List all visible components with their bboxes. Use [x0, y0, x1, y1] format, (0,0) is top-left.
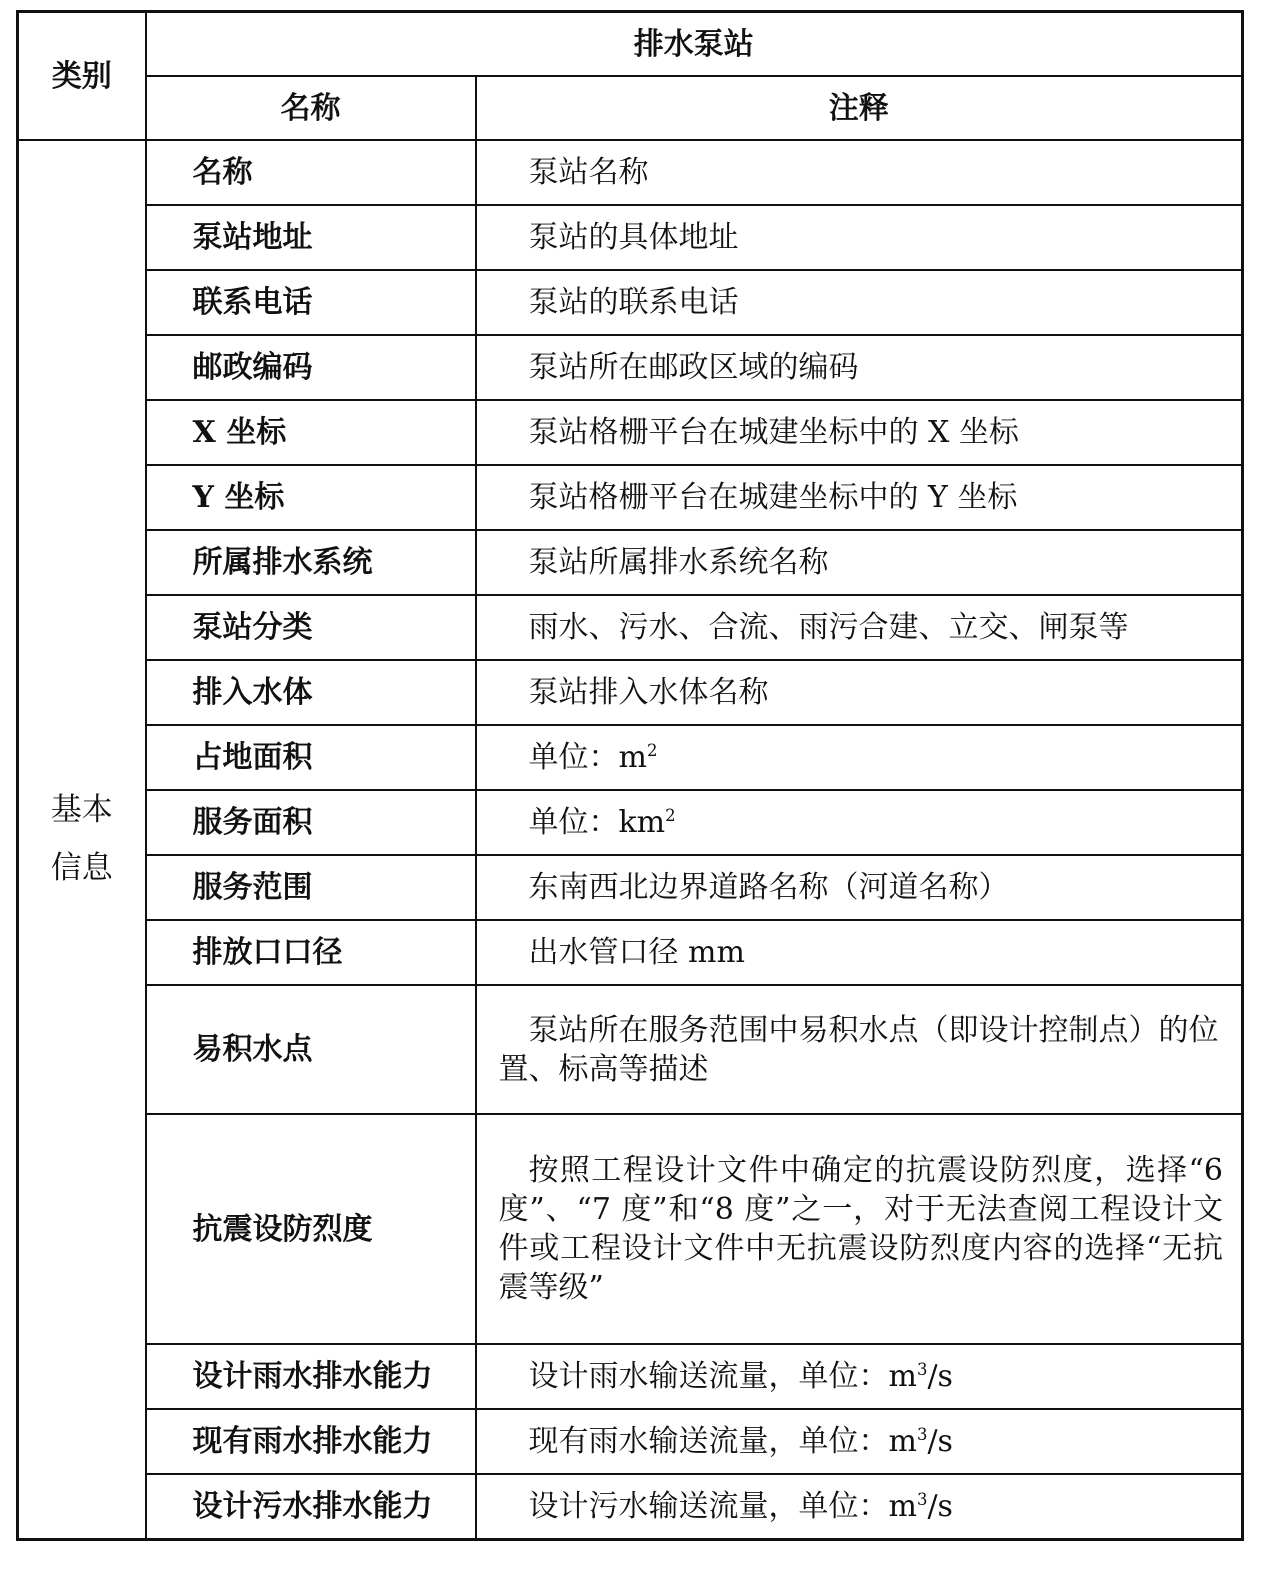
- table-row: [18, 1409, 1243, 1474]
- table-row: [18, 270, 1243, 335]
- row-note-text: 设计雨水输送流量，单位：m: [528, 1359, 917, 1394]
- row-note: 泵站的具体地址: [476, 205, 1243, 270]
- table-row: [18, 790, 1243, 855]
- row-name: 服务面积: [146, 790, 476, 855]
- row-name: 邮政编码: [146, 335, 476, 400]
- table-row: [18, 855, 1243, 920]
- unit-suffix: /s: [927, 1424, 953, 1459]
- category-line-1: 基本: [50, 792, 113, 829]
- row-name: 泵站分类: [146, 595, 476, 660]
- row-name: 设计污水排水能力: [146, 1474, 476, 1540]
- row-name: 易积水点: [146, 985, 476, 1114]
- row-note: [476, 1344, 1243, 1409]
- row-name: 泵站地址: [146, 205, 476, 270]
- row-name: X 坐标: [146, 400, 476, 465]
- superscript: 3: [916, 1425, 928, 1444]
- table-row: [18, 660, 1243, 725]
- row-note-text: 单位：m: [528, 740, 647, 775]
- superscript: 3: [916, 1360, 928, 1379]
- row-note: 泵站名称: [476, 140, 1243, 205]
- table-row: [18, 1474, 1243, 1540]
- unit-suffix: /s: [927, 1489, 953, 1524]
- table-row: [18, 1344, 1243, 1409]
- row-note: [476, 725, 1243, 790]
- superscript: 3: [916, 1490, 928, 1509]
- group-header: 排水泵站: [146, 12, 1243, 77]
- row-note-text: 现有雨水输送流量，单位：m: [528, 1424, 917, 1459]
- row-name: 所属排水系统: [146, 530, 476, 595]
- row-note: 泵站排入水体名称: [476, 660, 1243, 725]
- name-column-header: 名称: [146, 76, 476, 140]
- row-note: 东南西北边界道路名称（河道名称）: [476, 855, 1243, 920]
- row-note: 泵站所在邮政区域的编码: [476, 335, 1243, 400]
- row-name: 服务范围: [146, 855, 476, 920]
- table-row: [18, 595, 1243, 660]
- category-cell: [18, 140, 146, 1540]
- header-row-columns: [18, 76, 1243, 140]
- category-header: 类别: [18, 12, 146, 141]
- row-note: [476, 1409, 1243, 1474]
- note-column-header: 注释: [476, 76, 1243, 140]
- row-name: 设计雨水排水能力: [146, 1344, 476, 1409]
- row-note: 泵站所属排水系统名称: [476, 530, 1243, 595]
- table-row: [18, 335, 1243, 400]
- row-name: 排放口口径: [146, 920, 476, 985]
- row-note: [476, 1474, 1243, 1540]
- category-line-2: 信息: [50, 849, 113, 886]
- row-name: 占地面积: [146, 725, 476, 790]
- header-row-top: [18, 12, 1243, 77]
- row-note: [476, 790, 1243, 855]
- table-row: [18, 465, 1243, 530]
- row-note: 泵站格栅平台在城建坐标中的 Y 坐标: [476, 465, 1243, 530]
- table-row: [18, 140, 1243, 205]
- table-row: [18, 1114, 1243, 1344]
- row-note-text: 单位：km: [528, 805, 666, 840]
- table-row: [18, 530, 1243, 595]
- superscript: 2: [646, 741, 658, 760]
- row-name: 名称: [146, 140, 476, 205]
- row-note: 泵站的联系电话: [476, 270, 1243, 335]
- row-note: 泵站格栅平台在城建坐标中的 X 坐标: [476, 400, 1243, 465]
- superscript: 2: [665, 806, 676, 825]
- row-name: 排入水体: [146, 660, 476, 725]
- row-note: 雨水、污水、合流、雨污合建、立交、闸泵等: [476, 595, 1243, 660]
- row-name: Y 坐标: [146, 465, 476, 530]
- row-note: 泵站所在服务范围中易积水点（即设计控制点）的位置、标高等描述: [476, 985, 1243, 1114]
- row-name: 现有雨水排水能力: [146, 1409, 476, 1474]
- row-note: 按照工程设计文件中确定的抗震设防烈度，选择“6 度”、“7 度”和“8 度”之一，对于无法查阅工程设计文件或工程设计文件中无抗震设防烈度内容的选择“无抗震等级”: [476, 1114, 1243, 1344]
- row-name: 联系电话: [146, 270, 476, 335]
- unit-suffix: /s: [927, 1359, 953, 1394]
- table-row: [18, 725, 1243, 790]
- table-row: [18, 400, 1243, 465]
- table-row: [18, 205, 1243, 270]
- row-name: 抗震设防烈度: [146, 1114, 476, 1344]
- table-row: [18, 920, 1243, 985]
- row-note: 出水管口径 mm: [476, 920, 1243, 985]
- row-note-text: 设计污水输送流量，单位：m: [528, 1489, 917, 1524]
- pump-station-table: [16, 10, 1244, 1541]
- table-row: [18, 985, 1243, 1114]
